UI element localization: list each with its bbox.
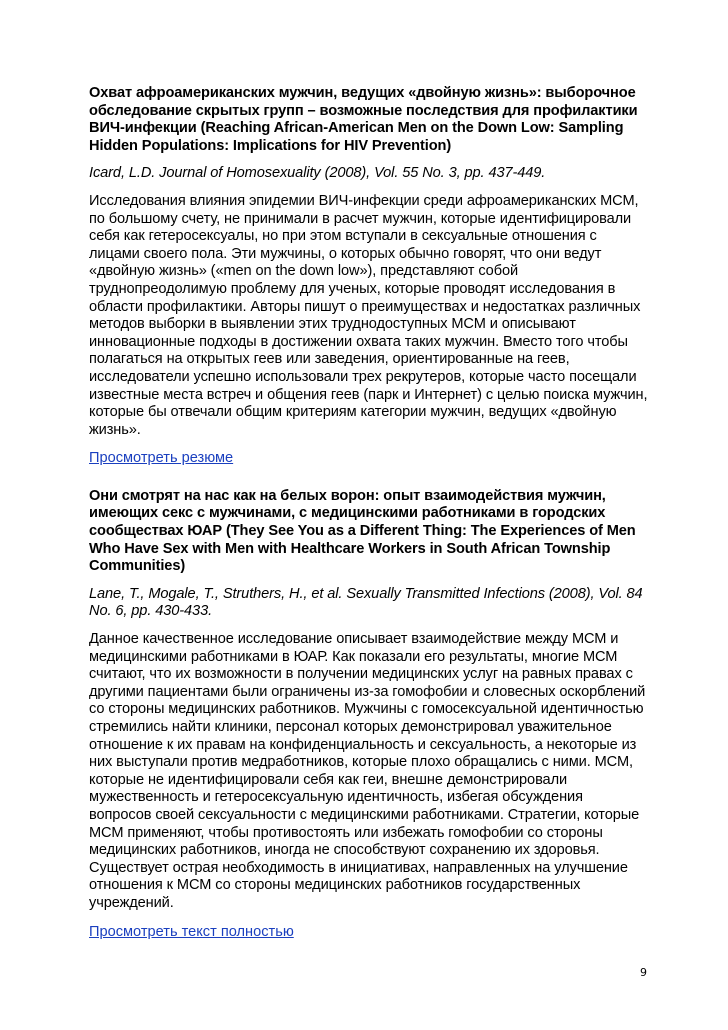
entry-1-link-row [89, 449, 649, 478]
entry-2-citation: Lane, T., Mogale, T., Struthers, H., et al. Sexually Transmitted Infections (2008), Vol. 84 No. 6, pp. 430-433. [89, 585, 643, 620]
page-number: 9 [640, 966, 647, 979]
entry-2-link-row [89, 923, 649, 952]
entry-1-abstract: Исследования влияния эпидемии ВИЧ-инфекции среди афроамериканских МСМ, по большому счету, не принимали в расчет мужчин, которые идентифицировали себя как гетеросексуалы, но при этом вступали в сексуальные отношения с лицами своего пола. Эти мужчины, о которых обычно говорят, что они ведут «двойную жизнь» («men on the down low»), представляют собой труднопреодолимую проблему для ученых, которые проводят исследования в области профилактики. Авторы пишут о преимуществах и недостатках различных методов выборки в выявлении этих труднодоступных МСМ и описывают инновационные подходы в достижении охвата таких мужчин. Вместо того чтобы полагаться на открытых геев или заведения, ориентированные на геев, исследователи успешно использовали трех рекрутеров, которые часто посещали известные места встреч и общения геев (парк и Интернет) с целью поиска мужчин, которые бы отвечали общим критериям категории мужчин, ведущих «двойную жизнь». [89, 192, 648, 438]
document-body [89, 85, 649, 961]
view-abstract-link[interactable]: Просмотреть резюме [89, 450, 234, 467]
entry-1 [89, 85, 649, 478]
entry-1-title: Охват афроамериканских мужчин, ведущих «двойную жизнь»: выборочное обследование скрытых групп – возможные последствия для профилактики ВИЧ-инфекции (Reaching African-American Men on the Down Low: Sampling Hidden Populations: Implications for HIV Prevention) [89, 85, 638, 154]
entry-2 [89, 488, 649, 951]
entry-1-citation: Icard, L.D. Journal of Homosexuality (2008), Vol. 55 No. 3, pp. 437-449. [89, 165, 546, 182]
entry-2-abstract: Данное качественное исследование описывает взаимодействие между МСМ и медицинскими работниками в ЮАР. Как показали его результаты, многие МСМ считают, что их возможности в получении медицинских услуг на равных правах с другими пациентами были ограничены из-за гомофобии и словесных оскорблений со стороны медицинских работников. Мужчины с гомосексуальной идентичностью стремились найти клиники, персонал которых демонстрировал уважительное отношение к их правам на конфиденциальность и сексуальность, а некоторые из них выступали против медработников, которые плохо обращались с ними. МСМ, которые не идентифицировали себя как геи, внешне демонстрировали мужественность и гетеросексуальную идентичность, избегая обсуждения вопросов своей сексуальности с медицинскими работниками. Стратегии, которые МСМ применяют, чтобы противостоять или избежать гомофобии со стороны медицинских работников, иногда не способствуют сохранению их здоровья. Существует острая необходимость в инициативах, направленных на улучшение отношения к МСМ со стороны медицинских работников государственных учреждений. [89, 631, 646, 911]
view-full-text-link[interactable]: Просмотреть текст полностью [89, 923, 294, 940]
entry-2-title: Они смотрят на нас как на белых ворон: опыт взаимодействия мужчин, имеющих секс с мужчинами, с медицинскими работниками в городских сообществах ЮАР (They See You as a Different Thing: The Experiences of Men Who Have Sex with Men with Healthcare Workers in South African Township Communities) [89, 487, 636, 575]
